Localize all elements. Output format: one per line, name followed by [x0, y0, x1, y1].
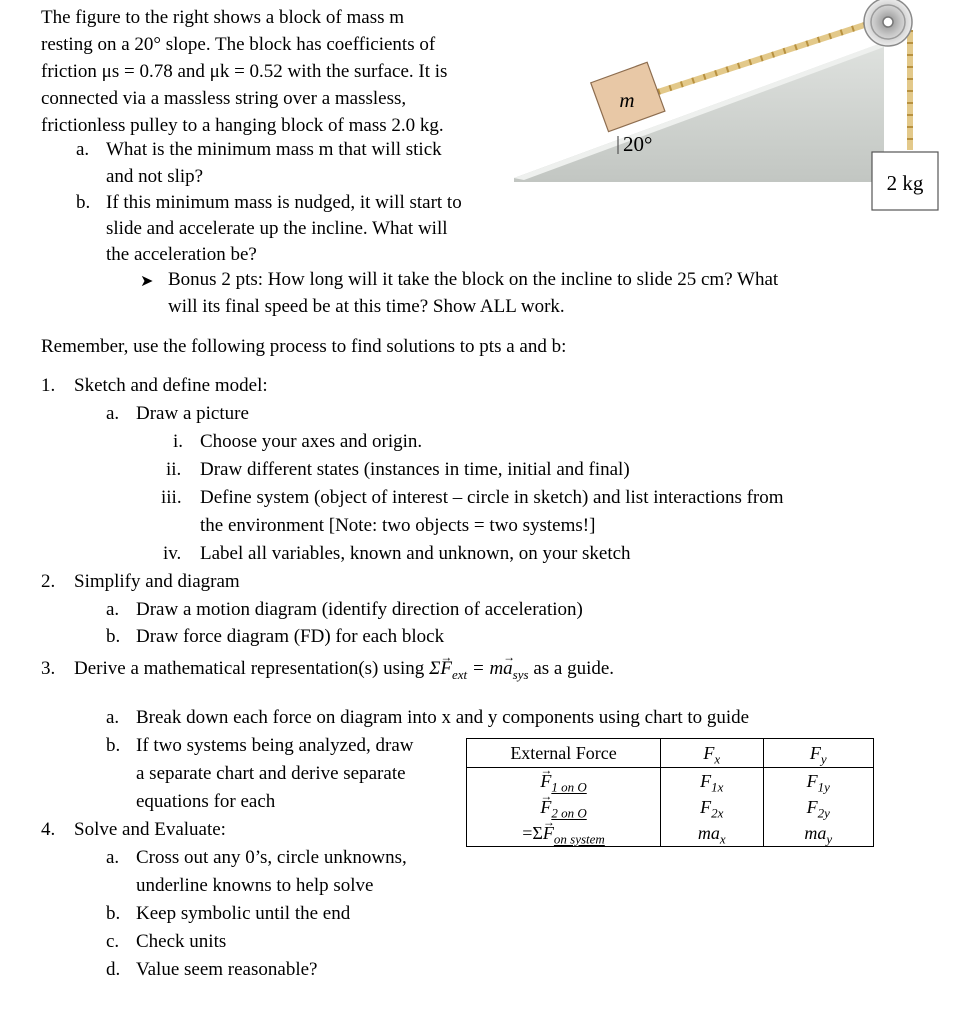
block-m-label: m [619, 88, 635, 112]
step-1a-ii-marker: ii. [166, 459, 182, 480]
step-3-prefix: Derive a mathematical representation(s) using [74, 658, 430, 679]
part-a-marker: a. [76, 139, 90, 160]
table-cell-x-component: $F_{2x}$ [661, 794, 763, 820]
bonus-arrow-icon: ➤ [140, 273, 154, 290]
problem-line-2: resting on a 20° slope. The block has coefficients of [41, 34, 436, 55]
step-3b-line-2: a separate chart and derive separate [136, 763, 406, 784]
step-1-text: Sketch and define model: [74, 375, 268, 396]
step-4a-marker: a. [106, 847, 120, 868]
step-3-suffix: as a guide. [528, 658, 615, 679]
table-cell-force-name: $=\Sigma\to F_{on system}$ [467, 820, 661, 847]
step-4-text: Solve and Evaluate: [74, 819, 226, 840]
table-cell-y-component: $F_{2y}$ [763, 794, 873, 820]
part-b-marker: b. [76, 192, 91, 213]
step-4c-marker: c. [106, 931, 120, 952]
table-cell-y-component: $F_{1y}$ [763, 768, 873, 795]
table-header-row [467, 739, 874, 768]
step-3b-line-1: If two systems being analyzed, draw [136, 735, 414, 756]
step-1a-marker: a. [106, 403, 120, 424]
step-2a-marker: a. [106, 599, 120, 620]
problem-line-3: friction μs = 0.78 and μk = 0.52 with the surface. It is [41, 61, 448, 82]
part-a-line-2: and not slip? [106, 166, 204, 187]
table-header-fy: $F_y$ [763, 739, 873, 768]
step-2-marker: 2. [41, 571, 56, 592]
part-b-line-1: If this minimum mass is nudged, it will start to [106, 192, 462, 213]
step-1a-i-marker: i. [173, 431, 184, 452]
table-cell-force-name: → $F_{2 on O}$ [467, 794, 661, 820]
step-2a-text: Draw a motion diagram (identify direction of acceleration) [136, 599, 583, 620]
problem-line-4: connected via a massless string over a massless, [41, 88, 407, 109]
table-cell-force-name: → $F_{1 on O}$ [467, 768, 661, 795]
step-1a-iii-line-1: Define system (object of interest – circle in sketch) and list interactions from [200, 487, 784, 508]
step-1a-text: Draw a picture [136, 403, 249, 424]
table-cell-x-component: $F_{1x}$ [661, 768, 763, 795]
table-cell-x-component: $ma_x$ [661, 820, 763, 847]
sum-force-equation: $\Sigma\to F_{ext} = m\to a_{sys}$ [429, 658, 529, 679]
step-2b-text: Draw force diagram (FD) for each block [136, 626, 445, 647]
hanging-block-label: 2 kg [886, 171, 924, 195]
part-b-line-3: the acceleration be? [106, 244, 257, 265]
step-3a-marker: a. [106, 707, 120, 728]
problem-line-5: frictionless pulley to a hanging block of mass 2.0 kg. [41, 115, 444, 136]
pulley-axle-icon [883, 17, 893, 27]
step-3b-line-3: equations for each [136, 791, 276, 812]
step-1a-iii-line-2: the environment [Note: two objects = two systems!] [200, 515, 596, 536]
instructions-intro: Remember, use the following process to find solutions to pts a and b: [41, 336, 567, 357]
step-3-marker: 3. [41, 658, 56, 679]
table-row [467, 820, 874, 847]
table-cell-y-component: $ma_y$ [763, 820, 873, 847]
step-2-text: Simplify and diagram [74, 571, 240, 592]
part-b-line-2: slide and accelerate up the incline. What will [106, 218, 448, 239]
step-1-marker: 1. [41, 375, 56, 396]
step-4d-marker: d. [106, 959, 121, 980]
step-1a-i-text: Choose your axes and origin. [200, 431, 423, 452]
force-components-table [466, 738, 874, 847]
incline-pulley-figure [500, 0, 964, 240]
step-4a-line-2: underline knowns to help solve [136, 875, 374, 896]
angle-label: 20° [623, 132, 653, 156]
step-3a-text: Break down each force on diagram into x and y components using chart to guide [136, 707, 750, 728]
step-4b-marker: b. [106, 903, 121, 924]
step-4b-text: Keep symbolic until the end [136, 903, 351, 924]
step-3-text [74, 655, 614, 682]
step-4-marker: 4. [41, 819, 56, 840]
step-2b-marker: b. [106, 626, 121, 647]
step-1a-iv-text: Label all variables, known and unknown, on your sketch [200, 543, 631, 564]
step-3b-marker: b. [106, 735, 121, 756]
table-row [467, 768, 874, 795]
step-4a-line-1: Cross out any 0’s, circle unknowns, [136, 847, 407, 868]
step-1a-iii-marker: iii. [161, 487, 182, 508]
step-1a-iv-marker: iv. [163, 543, 182, 564]
step-4d-text: Value seem reasonable? [136, 959, 318, 980]
step-4c-text: Check units [136, 931, 227, 952]
table-row [467, 794, 874, 820]
table-header-external-force: External Force [467, 739, 661, 768]
bonus-line-2: will its final speed be at this time? Show ALL work. [168, 296, 565, 317]
problem-line-1: The figure to the right shows a block of mass m [41, 7, 405, 28]
table-header-fx: $F_x$ [661, 739, 763, 768]
part-a-line-1: What is the minimum mass m that will stick [106, 139, 442, 160]
step-1a-ii-text: Draw different states (instances in time, initial and final) [200, 459, 630, 480]
bonus-line-1: Bonus 2 pts: How long will it take the block on the incline to slide 25 cm? What [168, 269, 779, 290]
